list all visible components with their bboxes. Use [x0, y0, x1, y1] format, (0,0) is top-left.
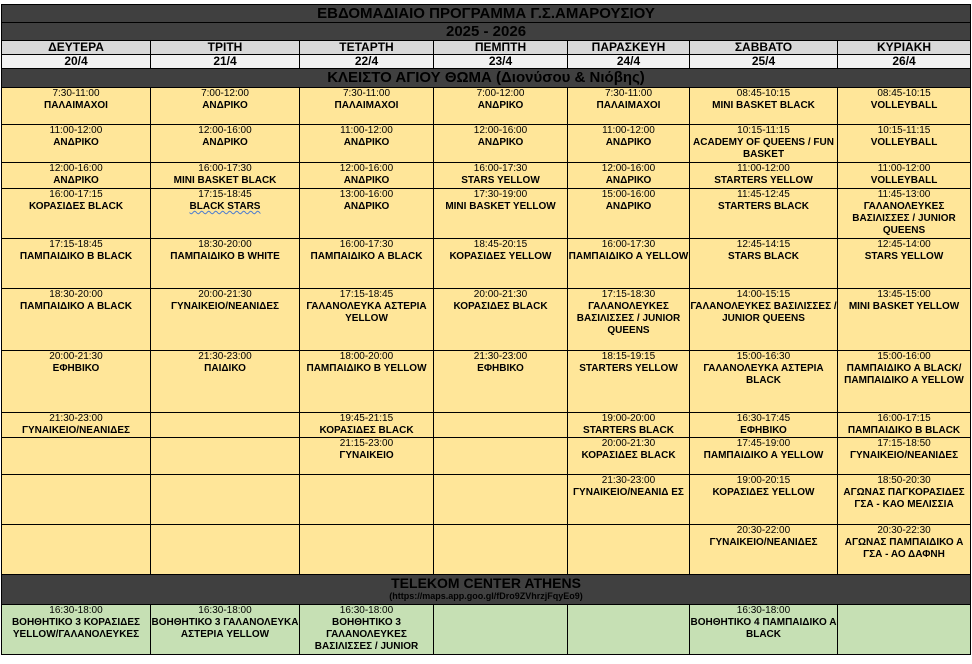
slot-team: ΠΑΜΠΑΙΔΙΚΟ Α YELLOW	[568, 251, 689, 262]
slot-time: 16:00-17:30	[339, 239, 394, 250]
schedule-slot	[434, 438, 568, 475]
date-header: 24/4	[568, 55, 690, 69]
schedule-slot	[838, 475, 971, 525]
date-header: 22/4	[300, 55, 434, 69]
schedule-slot	[690, 438, 838, 475]
schedule-slot	[2, 239, 151, 289]
slot-time: 7:30-11:00	[52, 88, 100, 99]
schedule-slot	[151, 189, 300, 239]
slot-team: ΓΑΛΑΝΟΛΕΥΚΕΣ ΒΑΣΙΛΙΣΣΕΣ / JUNIOR QUEENS	[576, 301, 681, 336]
slot-team: ΑΝΔΡΙΚΟ	[202, 100, 248, 111]
schedule-slot	[568, 88, 690, 125]
slot-time: 13:00-16:00	[339, 189, 394, 200]
season-label: 2025 - 2026	[2, 23, 971, 41]
slot-time: 16:00-17:30	[473, 163, 528, 174]
schedule-slot	[690, 88, 838, 125]
slot-team: MINI BASKET BLACK	[173, 175, 277, 186]
slot-team: ΒΟΗΘΗΤΙΚΟ 3 ΚΟΡΑΣΙΔΕΣ YELLOW/ΓΑΛΑΝΟΛΕΥΚΕΣ	[11, 617, 141, 640]
slot-time: 21:30-23:00	[49, 413, 103, 424]
slot-team: ΠΑΛΑΙΜΑΧΟΙ	[44, 100, 108, 111]
slot-team: ΚΟΡΑΣΙΔΕΣ BLACK	[581, 450, 676, 461]
slot-time: 17:45-19:00	[736, 438, 791, 449]
schedule-slot	[690, 351, 838, 413]
slot-team: BLACK STARS	[189, 201, 261, 212]
schedule-slot	[838, 438, 971, 475]
schedule-slot	[434, 163, 568, 189]
slot-team: ΠΑΜΠΑΙΔΙΚΟ Α BLACK	[20, 301, 132, 312]
slot-team: ΑΝΔΡΙΚΟ	[477, 137, 524, 148]
schedule-slot	[151, 351, 300, 413]
slot-team: ΑΝΔΡΙΚΟ	[605, 137, 652, 148]
slot-time: 16:30-18:00	[736, 605, 791, 616]
slot-team: MINI BASKET YELLOW	[848, 301, 960, 312]
slot-team: ΑΝΔΡΙΚΟ	[202, 137, 248, 148]
schedule-title: ΕΒΔΟΜΑΔΙΑΙΟ ΠΡΟΓΡΑΜΜΑ Γ.Σ.ΑΜΑΡΟΥΣΙΟΥ	[2, 5, 971, 23]
schedule-slot	[838, 239, 971, 289]
schedule-slot	[2, 163, 151, 189]
slot-team: ΓΥΝΑΙΚΕΙΟ	[339, 450, 394, 461]
slot-time: 7:00-12:00	[201, 88, 249, 99]
schedule-slot	[434, 351, 568, 413]
table-row	[2, 438, 971, 475]
day-header: ΤΡΙΤΗ	[151, 41, 300, 55]
day-header: ΠΑΡΑΣΚΕΥΗ	[568, 41, 690, 55]
slot-time: 18:45-20:15	[473, 239, 528, 250]
slot-time: 21:30-23:00	[198, 351, 252, 362]
schedule-slot	[300, 239, 434, 289]
schedule-slot	[151, 525, 300, 575]
slot-team: ΑΝΔΡΙΚΟ	[343, 175, 390, 186]
schedule-slot	[434, 125, 568, 163]
slot-team: ΓΑΛΑΝΟΛΕΥΚΕΣ ΒΑΣΙΛΙΣΣΕΣ / JUNIOR QUEENS	[852, 201, 956, 236]
schedule-slot	[568, 189, 690, 239]
slot-team: ΠΑΜΠΑΙΔΙΚΟ Α YELLOW	[703, 450, 824, 461]
schedule-slot	[2, 189, 151, 239]
schedule-slot	[300, 475, 434, 525]
slot-time: 16:30-18:00	[198, 605, 252, 616]
slot-time: 20:30-22:30	[877, 525, 931, 536]
slot-team: ΠΑΜΠΑΙΔΙΚΟ Β WHITE	[170, 251, 280, 262]
slot-team: ΒΟΗΘΗΤΙΚΟ 3 ΓΑΛΑΝΟΛΕΥΚΑ ΑΣΤΕΡΙΑ YELLOW	[151, 617, 299, 640]
slot-time: 16:00-17:15	[49, 189, 103, 200]
schedule-slot	[690, 289, 838, 351]
slot-time: 14:00-15:15	[736, 289, 791, 300]
slot-time: 11:00-12:00	[340, 125, 393, 136]
slot-time: 19:00-20:00	[601, 413, 656, 424]
slot-time: 16:30-17:45	[736, 413, 791, 424]
schedule-slot	[690, 475, 838, 525]
slot-time: 11:45-12:45	[737, 189, 790, 200]
slot-team: ΠΑΛΑΙΜΑΧΟΙ	[334, 100, 399, 111]
table-row	[2, 475, 971, 525]
table-row	[2, 605, 971, 655]
date-header: 23/4	[434, 55, 568, 69]
slot-team: ΓΥΝΑΙΚΕΙΟ/ΝΕΑΝΙΔΕΣ	[170, 301, 280, 312]
schedule-slot	[568, 163, 690, 189]
slot-team: ΚΟΡΑΣΙΔΕΣ YELLOW	[712, 487, 815, 498]
slot-time: 18:50-20:30	[877, 475, 931, 486]
slot-time: 12:00-16:00	[601, 163, 656, 174]
slot-time: 21:30-23:00	[601, 475, 656, 486]
slot-team: STARTERS YELLOW	[579, 363, 678, 374]
schedule-slot	[151, 475, 300, 525]
slot-team: ΕΦΗΒΙΚΟ	[52, 363, 100, 374]
slot-time: 18:30-20:00	[49, 289, 103, 300]
schedule-slot	[300, 189, 434, 239]
schedule-slot	[568, 605, 690, 655]
venue-agios-thomas-header: ΚΛΕΙΣΤΟ ΑΓΙΟΥ ΘΩΜΑ (Διονύσου & Νιόβης)	[2, 69, 971, 88]
slot-team: STARS BLACK	[728, 251, 799, 262]
slot-time: 19:45-21:15	[339, 413, 394, 424]
schedule-slot	[2, 438, 151, 475]
schedule-slot	[434, 475, 568, 525]
slot-team: ΠΑΛΑΙΜΑΧΟΙ	[596, 100, 661, 111]
slot-team: ΠΑΙΔΙΚΟ	[204, 363, 246, 374]
slot-time: 17:15-18:30	[601, 289, 656, 300]
slot-team: STARTERS BLACK	[583, 425, 674, 436]
venue-telekom-map-link[interactable]: (https://maps.app.goo.gl/fDro9ZVhrzjFqyEo9)	[389, 591, 583, 601]
slot-time: 21:15-23:00	[339, 438, 394, 449]
date-header: 20/4	[2, 55, 151, 69]
slot-team: ΚΟΡΑΣΙΔΕΣ BLACK	[453, 301, 548, 312]
slot-team: ΓΥΝΑΙΚΕΙΟ/ΝΕΑΝΙΔΕΣ	[709, 537, 818, 548]
slot-time: 16:30-18:00	[339, 605, 394, 616]
weekly-schedule-table	[1, 4, 971, 655]
slot-team: ΑΝΔΡΙΚΟ	[605, 175, 652, 186]
schedule-slot	[2, 289, 151, 351]
schedule-slot	[300, 525, 434, 575]
day-header: ΤΕΤΑΡΤΗ	[300, 41, 434, 55]
slot-team: ΕΦΗΒΙΚΟ	[477, 363, 524, 374]
slot-time: 08:45-10:15	[877, 88, 931, 99]
slot-team: ΑΝΔΡΙΚΟ	[53, 137, 99, 148]
slot-time: 15:00-16:30	[736, 351, 791, 362]
schedule-slot	[434, 525, 568, 575]
slot-time: 20:00-21:30	[198, 289, 252, 300]
schedule-slot	[838, 605, 971, 655]
schedule-slot	[690, 413, 838, 438]
slot-time: 17:15-18:45	[49, 239, 103, 250]
slot-time: 20:00-21:30	[49, 351, 103, 362]
slot-team: MINI BASKET BLACK	[712, 100, 815, 111]
slot-time: 17:30-19:00	[473, 189, 528, 200]
schedule-slot	[568, 351, 690, 413]
schedule-slot	[2, 88, 151, 125]
schedule-slot	[838, 163, 971, 189]
slot-time: 7:00-12:00	[476, 88, 525, 99]
slot-team: ΑΝΔΡΙΚΟ	[343, 201, 390, 212]
schedule-slot	[151, 438, 300, 475]
schedule-slot	[690, 189, 838, 239]
table-row	[2, 413, 971, 438]
slot-team: ΑΓΩΝΑΣ ΠΑΓΚΟΡΑΣΙΔΕΣ ΓΣΑ - ΚΑΟ ΜΕΛΙΣΣΙΑ	[843, 487, 965, 510]
schedule-slot	[151, 289, 300, 351]
slot-time: 16:30-18:00	[49, 605, 103, 616]
schedule-slot	[151, 163, 300, 189]
schedule-slot	[434, 239, 568, 289]
schedule-slot	[300, 88, 434, 125]
slot-team: ΠΑΜΠΑΙΔΙΚΟ Α BLACK	[310, 251, 423, 262]
schedule-slot	[838, 289, 971, 351]
slot-time: 20:30-22:00	[736, 525, 791, 536]
schedule-slot	[568, 438, 690, 475]
slot-time: 12:00-16:00	[473, 125, 528, 136]
schedule-slot	[2, 351, 151, 413]
schedule-slot	[300, 605, 434, 655]
schedule-slot	[838, 413, 971, 438]
slot-time: 20:00-21:30	[473, 289, 528, 300]
date-header: 25/4	[690, 55, 838, 69]
slot-time: 10:15-11:15	[737, 125, 790, 136]
schedule-slot	[690, 125, 838, 163]
schedule-slot	[838, 189, 971, 239]
slot-team: ΠΑΜΠΑΙΔΙΚΟ Β YELLOW	[306, 363, 427, 374]
slot-time: 20:00-21:30	[601, 438, 656, 449]
schedule-slot	[300, 163, 434, 189]
slot-time: 16:00-17:30	[601, 239, 656, 250]
slot-team: ΓΑΛΑΝΟΛΕΥΚΑ ΑΣΤΕΡΙΑ YELLOW	[306, 301, 427, 324]
slot-team: ΒΟΗΘΗΤΙΚΟ 4 ΠΑΜΠΑΙΔΙΚΟ Α BLACK	[690, 617, 837, 640]
slot-time: 08:45-10:15	[736, 88, 791, 99]
schedule-slot	[2, 413, 151, 438]
table-row	[2, 163, 971, 189]
slot-time: 16:00-17:30	[198, 163, 252, 174]
schedule-slot	[2, 525, 151, 575]
schedule-slot	[568, 239, 690, 289]
slot-team: ΑΝΔΡΙΚΟ	[605, 201, 652, 212]
slot-team: ΚΟΡΑΣΙΔΕΣ YELLOW	[449, 251, 552, 262]
slot-team: ΕΦΗΒΙΚΟ	[740, 425, 787, 436]
slot-time: 15:00-16:00	[877, 351, 931, 362]
schedule-slot	[434, 189, 568, 239]
slot-time: 7:30-11:00	[604, 88, 653, 99]
table-row	[2, 239, 971, 289]
schedule-slot	[434, 413, 568, 438]
slot-time: 17:15-18:45	[198, 189, 252, 200]
venue-telekom-name: TELEKOM CENTER ATHENS	[391, 575, 581, 591]
slot-team: ΓΥΝΑΙΚΕΙΟ/ΝΕΑΝΙΔ ΕΣ	[573, 487, 684, 498]
table-row	[2, 125, 971, 163]
schedule-slot	[838, 525, 971, 575]
day-header: ΠΕΜΠΤΗ	[434, 41, 568, 55]
schedule-slot	[300, 351, 434, 413]
slot-time: 18:30-20:00	[198, 239, 252, 250]
slot-team: STARTERS YELLOW	[714, 175, 813, 186]
slot-team: ΠΑΜΠΑΙΔΙΚΟ Α BLACK/ΠΑΜΠΑΙΔΙΚΟ Α YELLOW	[844, 363, 964, 386]
slot-team: MINI BASKET YELLOW	[445, 201, 556, 212]
slot-time: 18:15-19:15	[601, 351, 656, 362]
slot-time: 15:00-16:00	[601, 189, 656, 200]
schedule-slot	[434, 289, 568, 351]
slot-team: ΑΝΔΡΙΚΟ	[343, 137, 390, 148]
schedule-slot	[568, 289, 690, 351]
slot-team: ΠΑΜΠΑΙΔΙΚΟ Β BLACK	[847, 425, 961, 436]
slot-team: ΑΝΔΡΙΚΟ	[53, 175, 99, 186]
date-header: 26/4	[838, 55, 971, 69]
schedule-slot	[300, 289, 434, 351]
date-header: 21/4	[151, 55, 300, 69]
slot-team: ΚΟΡΑΣΙΔΕΣ BLACK	[319, 425, 414, 436]
slot-time: 13:45-15:00	[877, 289, 931, 300]
venue-telekom-header	[2, 575, 971, 605]
slot-time: 11:00-12:00	[737, 163, 790, 174]
schedule-slot	[838, 88, 971, 125]
schedule-slot	[151, 88, 300, 125]
slot-team: STARS YELLOW	[864, 251, 944, 262]
schedule-slot	[300, 413, 434, 438]
schedule-slot	[2, 475, 151, 525]
slot-team: VOLLEYBALL	[870, 100, 938, 111]
slot-team: ΓΥΝΑΙΚΕΙΟ/ΝΕΑΝΙΔΕΣ	[849, 450, 959, 461]
schedule-slot	[690, 163, 838, 189]
slot-time: 12:45-14:00	[877, 239, 931, 250]
slot-time: 10:15-11:15	[877, 125, 931, 136]
slot-team: ΑΝΔΡΙΚΟ	[477, 100, 524, 111]
slot-team: ΓΑΛΑΝΟΛΕΥΚΑ ΑΣΤΕΡΙΑ BLACK	[703, 363, 824, 386]
slot-team: ΚΟΡΑΣΙΔΕΣ BLACK	[28, 201, 124, 212]
slot-time: 21:30-23:00	[473, 351, 528, 362]
slot-team: ΠΑΜΠΑΙΔΙΚΟ Β BLACK	[19, 251, 133, 262]
schedule-slot	[151, 239, 300, 289]
slot-team: ΑΓΩΝΑΣ ΠΑΜΠΑΙΔΙΚΟ Α ΓΣΑ - ΑΟ ΔΑΦΝΗ	[844, 537, 964, 560]
day-header: ΚΥΡΙΑΚΗ	[838, 41, 971, 55]
slot-team: ACADEMY OF QUEENS / FUN BASKET	[693, 137, 834, 160]
slot-team: VOLLEYBALL	[870, 137, 938, 148]
slot-time: 12:00-16:00	[198, 125, 252, 136]
schedule-slot	[838, 351, 971, 413]
schedule-slot	[151, 125, 300, 163]
slot-time: 11:00-12:00	[877, 163, 931, 174]
schedule-slot	[568, 125, 690, 163]
slot-team: ΒΟΗΘΗΤΙΚΟ 3 ΓΑΛΑΝΟΛΕΥΚΕΣ ΒΑΣΙΛΙΣΣΕΣ / JUNIOR	[314, 617, 419, 652]
schedule-slot	[434, 605, 568, 655]
table-row	[2, 289, 971, 351]
slot-team: ΓΑΛΑΝΟΛΕΥΚΕΣ ΒΑΣΙΛΙΣΣΕΣ / JUNIOR QUEENS	[690, 301, 837, 324]
slot-team: STARTERS BLACK	[718, 201, 809, 212]
schedule-slot	[690, 239, 838, 289]
slot-time: 12:45-14:15	[736, 239, 791, 250]
slot-time: 19:00-20:15	[736, 475, 791, 486]
slot-time: 7:30-11:00	[342, 88, 391, 99]
schedule-slot	[151, 413, 300, 438]
table-row	[2, 351, 971, 413]
slot-time: 11:00-12:00	[49, 125, 103, 136]
slot-time: 17:15-18:45	[339, 289, 394, 300]
table-row	[2, 525, 971, 575]
slot-time: 17:15-18:50	[877, 438, 931, 449]
day-header: ΔΕΥΤΕΡΑ	[2, 41, 151, 55]
schedule-slot	[568, 475, 690, 525]
slot-team: STARS YELLOW	[461, 175, 540, 186]
table-row	[2, 189, 971, 239]
schedule-slot	[2, 125, 151, 163]
schedule-slot	[300, 438, 434, 475]
schedule-slot	[2, 605, 151, 655]
slot-team: ΓΥΝΑΙΚΕΙΟ/ΝΕΑΝΙΔΕΣ	[21, 425, 131, 436]
day-header: ΣΑΒΒΑΤΟ	[690, 41, 838, 55]
slot-time: 16:00-17:15	[877, 413, 931, 424]
slot-time: 11:45-13:00	[877, 189, 931, 200]
schedule-slot	[568, 525, 690, 575]
schedule-slot	[434, 88, 568, 125]
schedule-slot	[838, 125, 971, 163]
schedule-slot	[690, 525, 838, 575]
schedule-slot	[568, 413, 690, 438]
schedule-slot	[690, 605, 838, 655]
slot-time: 12:00-16:00	[339, 163, 394, 174]
slot-time: 18:00-20:00	[339, 351, 394, 362]
schedule-slot	[300, 125, 434, 163]
slot-time: 12:00-16:00	[49, 163, 103, 174]
slot-time: 11:00-12:00	[602, 125, 655, 136]
table-row	[2, 88, 971, 125]
slot-team: VOLLEYBALL	[870, 175, 938, 186]
schedule-slot	[151, 605, 300, 655]
